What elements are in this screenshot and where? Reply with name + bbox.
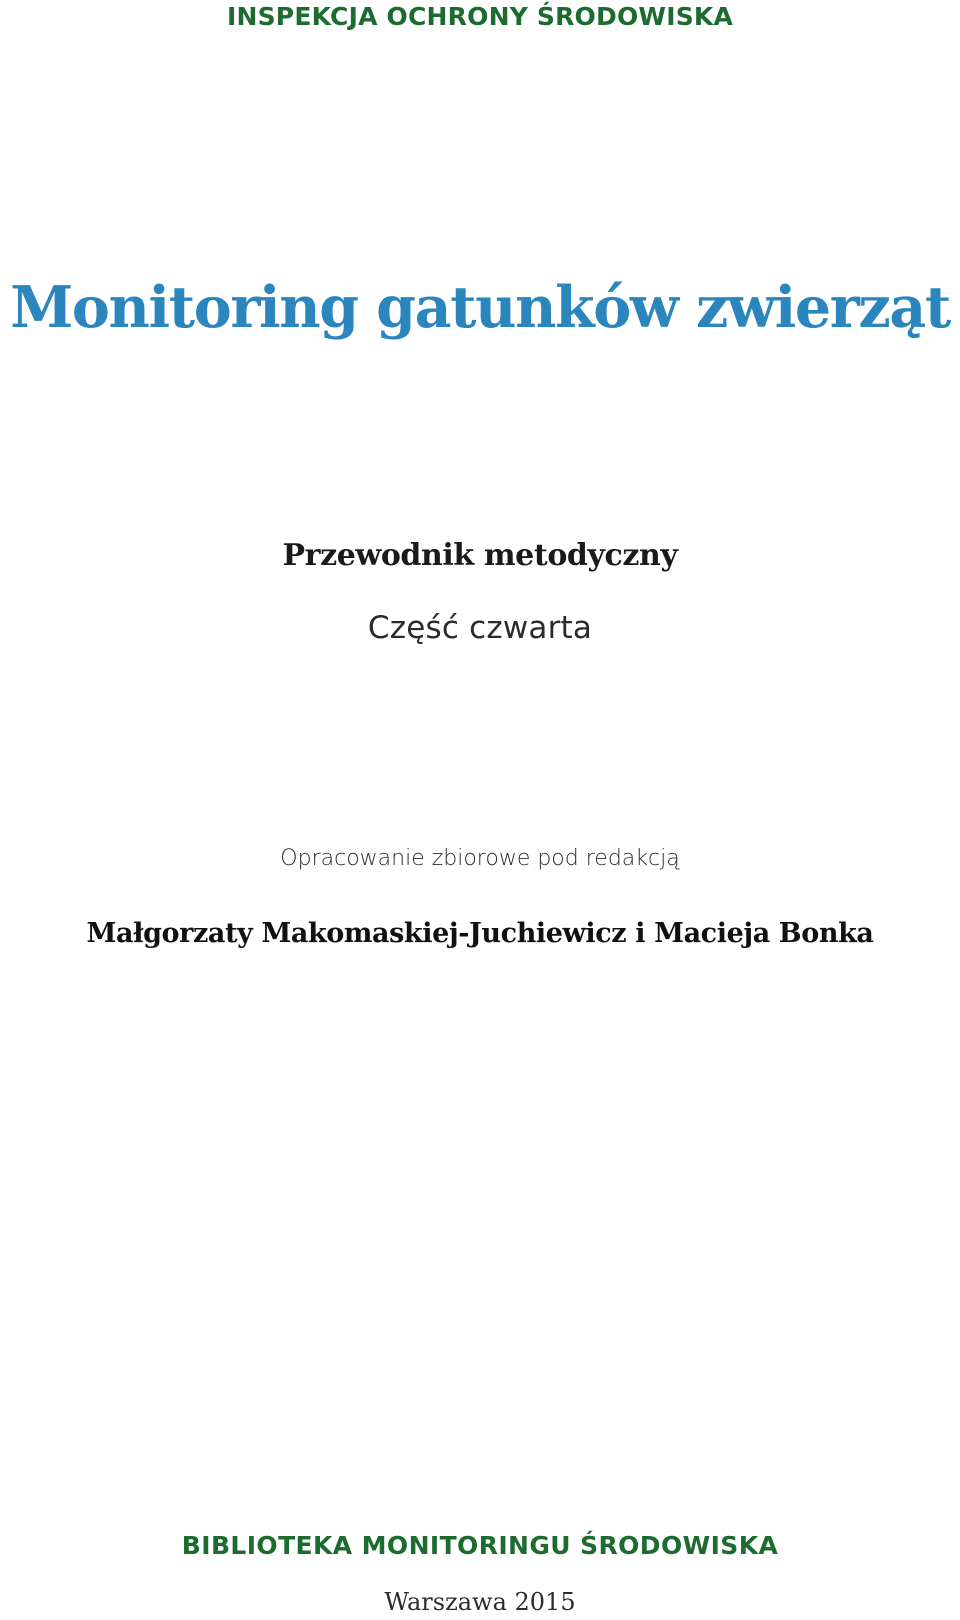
place-and-year: Warszawa 2015 <box>384 1588 576 1616</box>
document-title: Monitoring gatunków zwierząt <box>10 274 950 341</box>
institution-name: INSPEKCJA OCHRONY ŚRODOWISKA <box>226 2 734 31</box>
editors-names: Małgorzaty Makomaskiej-Juchiewicz i Macieja Bonka <box>86 918 874 949</box>
part-label: Część czwarta <box>367 610 593 646</box>
collective-credit: Opracowanie zbiorowe pod redakcją <box>280 846 680 871</box>
document-subtitle: Przewodnik metodyczny <box>282 538 678 573</box>
series-name: BIBLIOTEKA MONITORINGU ŚRODOWISKA <box>181 1531 779 1560</box>
